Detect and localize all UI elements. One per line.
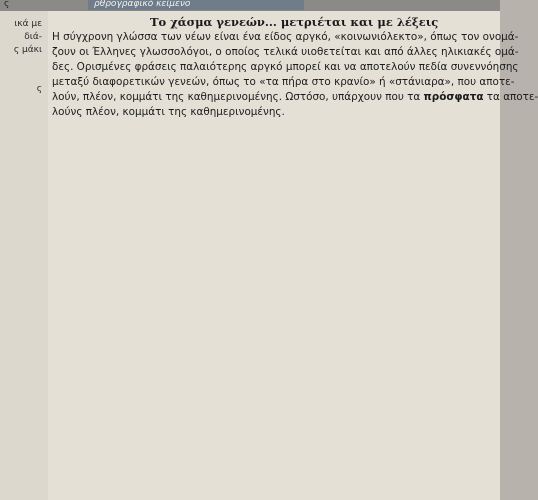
article-title: Το χάσμα γενεών... μετριέται και με λέξεις <box>150 15 439 29</box>
margin-line: ς <box>36 84 42 94</box>
article-line: μεταξύ διαφορετικών γενεών, όπως το «τα πήρα στο κρανίο» ή «στάνιαρα», που αποτε- <box>52 76 515 89</box>
margin-line: ς μάκι <box>13 45 42 55</box>
emphasized-word: πρόσφατα <box>423 91 484 104</box>
margin-line <box>0 57 42 70</box>
article-line: ζουν οι Έλληνες γλωσσολόγοι, ο οποίος τελικά υιοθετείται και από άλλες ηλικιακές ομά- <box>52 46 519 59</box>
article-body <box>52 30 538 120</box>
previous-page-text <box>0 18 42 96</box>
section-banner: ρθρογραφικό κείμενο <box>88 0 304 10</box>
header-fragment: ς <box>4 0 10 9</box>
article-line: δες. Ορισμένες φράσεις παλαιότερης αργκό μπορεί και να αποτελούν πεδία συνεννόησης <box>52 61 519 74</box>
margin-line <box>0 70 42 83</box>
article-line: λούν, πλέον, κομμάτι της καθημερινομένης. Ωστόσο, υπάρχουν που τα πρόσφατα τα αποτε- <box>52 91 538 104</box>
left-page-margin <box>0 0 48 500</box>
margin-line: ικά με <box>14 19 42 29</box>
margin-line: διά- <box>24 32 42 42</box>
article-line: λούνς πλέον, κομμάτι της καθημερινομένης. <box>52 106 285 119</box>
article-line: Η σύγχρονη γλώσσα των νέων είναι ένα είδος αργκό, «κοινωνιόλεκτο», όπως τον ονομά- <box>52 31 519 43</box>
page-header <box>0 0 500 11</box>
